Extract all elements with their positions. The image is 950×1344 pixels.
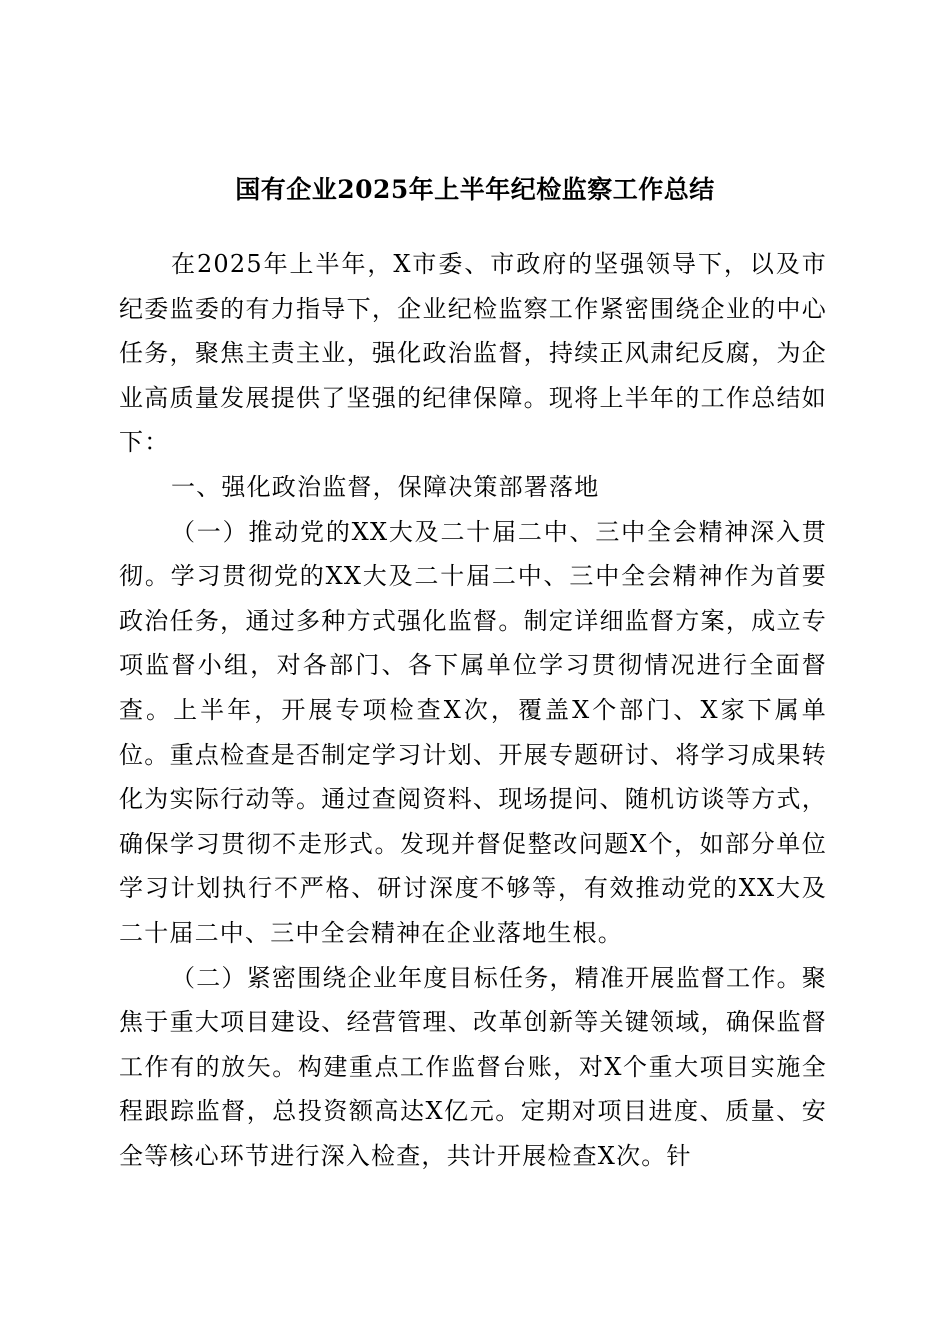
paragraph-subsection-2: （二）紧密围绕企业年度目标任务，精准开展监督工作。聚焦于重大项目建设、经营管理、改革创新等关键领域，确保监督工作有的放矢。构建重点工作监督台账，对X个重大项目实施全程跟踪监督，总投资额高达X亿元。定期对项目进度、质量、安全等核心环节进行深入检查，共计开展检查X次。针 bbox=[119, 963, 827, 1170]
document-title: 国有企业2025年上半年纪检监察工作总结 bbox=[235, 175, 715, 204]
document-body bbox=[119, 242, 827, 1178]
section-heading-1: 一、强化政治监督，保障决策部署落地 bbox=[171, 472, 600, 501]
paragraph-intro: 在2025年上半年，X市委、市政府的坚强领导下，以及市纪委监委的有力指导下，企业纪检监察工作紧密围绕企业的中心任务，聚焦主责主业，强化政治监督，持续正风肃纪反腐，为企业高质量发展提供了坚强的纪律保障。现将上半年的工作总结如下： bbox=[119, 250, 827, 457]
paragraph-subsection-1: （一）推动党的XX大及二十届二中、三中全会精神深入贯彻。学习贯彻党的XX大及二十届二中、三中全会精神作为首要政治任务，通过多种方式强化监督。制定详细监督方案，成立专项监督小组，对各部门、各下属单位学习贯彻情况进行全面督查。上半年，开展专项检查X次，覆盖X个部门、X家下属单位。重点检查是否制定学习计划、开展专题研讨、将学习成果转化为实际行动等。通过查阅资料、现场提问、随机访谈等方式，确保学习贯彻不走形式。发现并督促整改问题X个，如部分单位学习计划执行不严格、研讨深度不够等，有效推动党的XX大及二十届二中、三中全会精神在企业落地生根。 bbox=[119, 517, 827, 947]
